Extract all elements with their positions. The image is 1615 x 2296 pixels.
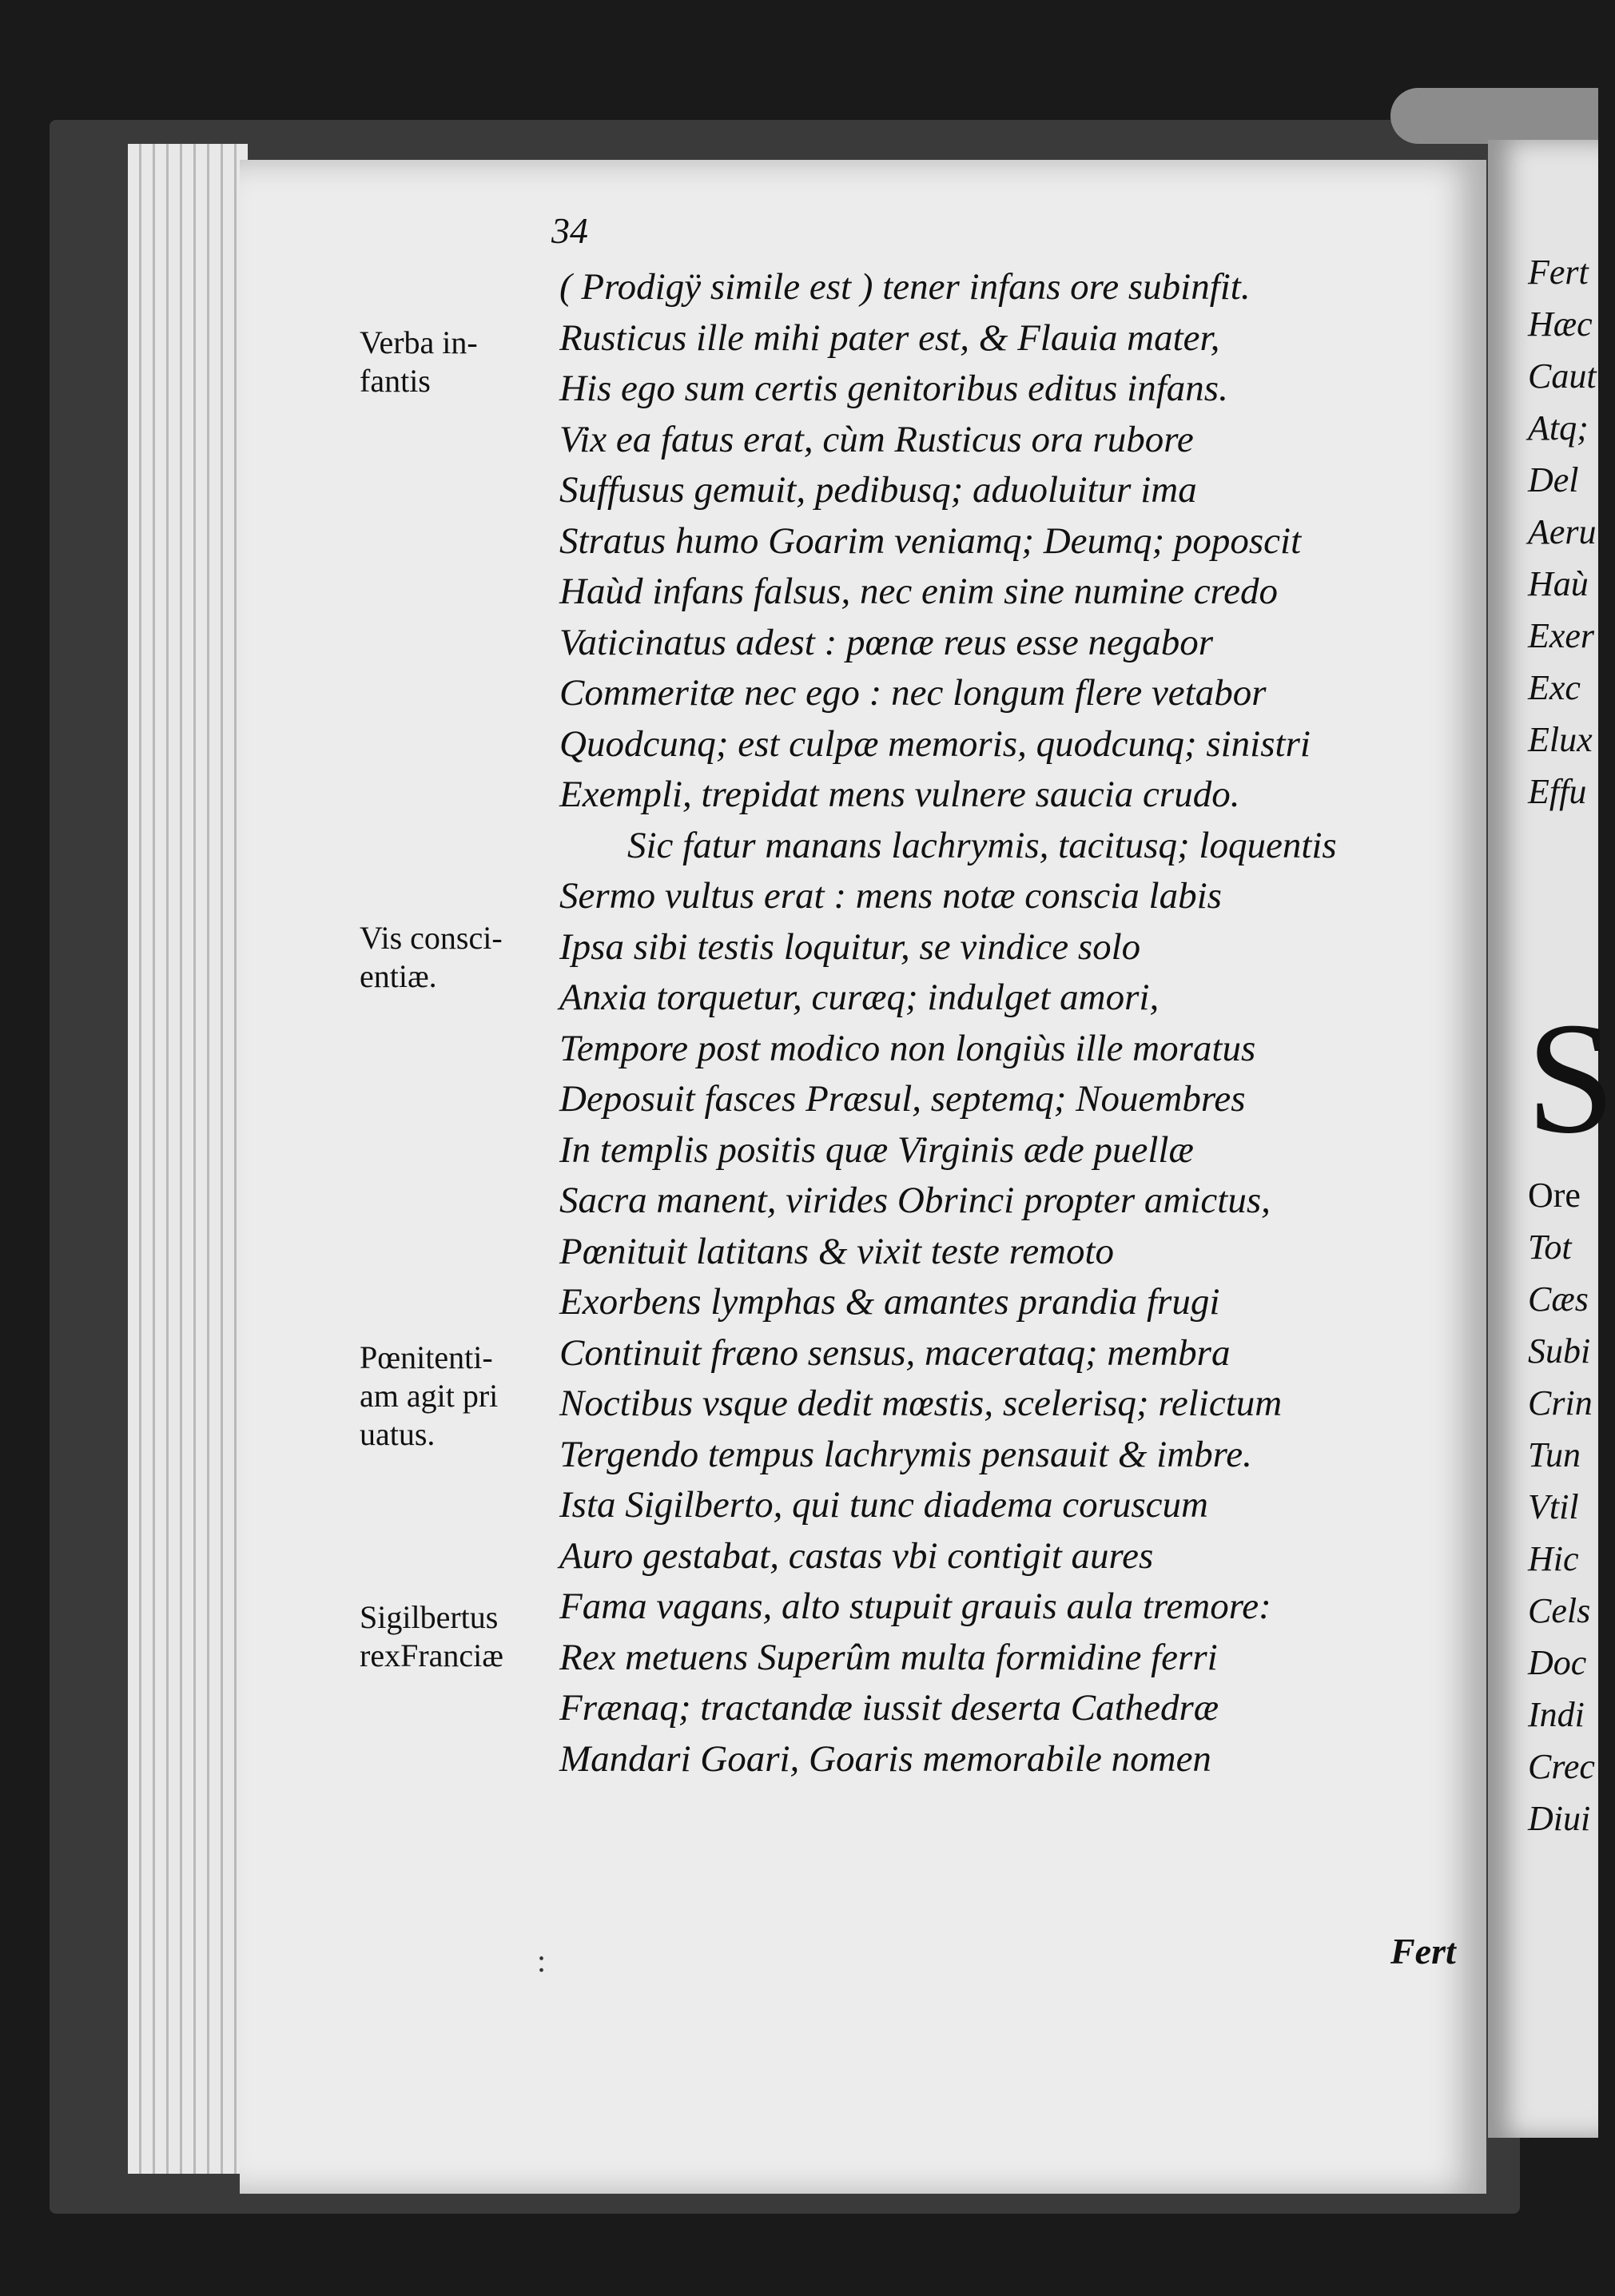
verse-line: Rex metuens Superûm multa formidine ferri xyxy=(559,1636,1218,1678)
drop-cap: S xyxy=(1526,990,1615,1167)
right-line: Cæs xyxy=(1528,1279,1589,1319)
verse-line: Vaticinatus adest : pœnæ reus esse negabor xyxy=(559,621,1214,663)
verse-line: Pœnituit latitans & vixit teste remoto xyxy=(559,1230,1115,1272)
verse-line: Noctibus vsque dedit mœstis, scelerisq; relictum xyxy=(559,1383,1283,1424)
right-line: Haù xyxy=(1528,564,1589,603)
right-line: Cels xyxy=(1528,1591,1591,1630)
verse-lines xyxy=(559,262,1478,1785)
left-page xyxy=(240,160,1486,2194)
verse-line: Auro gestabat, castas vbi contigit aures xyxy=(559,1534,1154,1577)
verse-line: Fama vagans, alto stupuit grauis aula tremore: xyxy=(559,1586,1271,1627)
right-line: Del xyxy=(1528,460,1579,499)
verse-line: Sic fatur manans lachrymis, tacitusq; loquentis xyxy=(627,824,1337,866)
verse-line: Tergendo tempus lachrymis pensauit & imbre. xyxy=(559,1433,1252,1475)
right-line: Crin xyxy=(1528,1383,1593,1423)
verse-line: Stratus humo Goarim veniamq; Deumq; poposcit xyxy=(559,519,1302,562)
verse-line: Exempli, trepidat mens vulnere saucia crudo. xyxy=(559,774,1240,815)
catchword: Fert xyxy=(1390,1931,1456,1972)
page-number: 34 xyxy=(551,210,588,251)
verse-line: ( Prodigÿ simile est ) tener infans ore subinfit. xyxy=(559,266,1251,308)
right-line: Tun xyxy=(1528,1435,1581,1474)
verse-line: Commeritæ nec ego : nec longum flere vetabor xyxy=(559,672,1267,714)
right-line: Elux xyxy=(1528,720,1593,759)
verse-line: Haùd infans falsus, nec enim sine numine credo xyxy=(559,571,1278,612)
verse-line: Quodcunq; est culpæ memoris, quodcunq; sinistri xyxy=(559,722,1311,765)
verse-line: Frænaq; tractandæ iussit deserta Cathedræ xyxy=(559,1687,1219,1729)
ink-mark: : xyxy=(537,1943,547,1979)
right-line: Ore xyxy=(1528,1176,1581,1215)
right-line: Vtil xyxy=(1528,1487,1579,1526)
right-line: Subi xyxy=(1528,1331,1591,1371)
verse-line: Ista Sigilberto, qui tunc diadema coruscum xyxy=(559,1484,1208,1526)
right-line: Atq; xyxy=(1528,408,1589,448)
right-line: Effu xyxy=(1528,772,1587,811)
right-line: Indi xyxy=(1528,1695,1585,1734)
verse-line: Tempore post modico non longiùs ille moratus xyxy=(559,1027,1256,1069)
right-line: Doc xyxy=(1528,1643,1587,1682)
verse-line: Deposuit fasces Præsul, septemq; Nouembres xyxy=(559,1078,1246,1120)
right-line: Exc xyxy=(1528,668,1581,707)
marginal-note: Verba in- fantis xyxy=(360,324,478,399)
verse-line: Mandari Goari, Goaris memorabile nomen xyxy=(559,1737,1211,1780)
right-line: Crec xyxy=(1528,1747,1595,1786)
verse-line: Suffusus gemuit, pedibusq; aduoluitur ima xyxy=(559,469,1197,511)
marginal-note: Sigilbertus rexFranciæ xyxy=(360,1599,503,1673)
right-line: Tot xyxy=(1528,1228,1572,1267)
right-line: Hic xyxy=(1528,1539,1579,1578)
bookmark-ribbon xyxy=(1390,88,1598,144)
right-line: Hæc xyxy=(1528,304,1593,344)
verse-line: Sermo vultus erat : mens notæ conscia labis xyxy=(559,875,1222,917)
page-edges xyxy=(128,144,248,2174)
right-page xyxy=(1488,140,1615,2138)
right-line: Aeru xyxy=(1528,512,1597,551)
marginal-note: Vis consci- entiæ. xyxy=(360,920,503,994)
right-line: Diui xyxy=(1528,1799,1591,1838)
verse-line: Continuit fræno sensus, macerataq; membra xyxy=(559,1331,1231,1374)
verse-line: Rusticus ille mihi pater est, & Flauia mater, xyxy=(559,316,1220,359)
right-line: Exer xyxy=(1528,616,1595,655)
verse-line: Exorbens lymphas & amantes prandia frugi xyxy=(559,1281,1220,1323)
right-line: Caut xyxy=(1528,356,1597,396)
verse-line: Vix ea fatus erat, cùm Rusticus ora rubore xyxy=(559,418,1194,460)
verse-line: His ego sum certis genitoribus editus infans. xyxy=(559,368,1228,409)
right-line: Fert xyxy=(1528,253,1589,292)
verse-line: Anxia torquetur, curæq; indulget amori, xyxy=(559,977,1160,1018)
marginal-note: Pœnitenti- am agit pri uatus. xyxy=(360,1339,499,1452)
verse-line: Ipsa sibi testis loquitur, se vindice solo xyxy=(559,925,1141,968)
verse-line: Sacra manent, virides Obrinci propter amictus, xyxy=(559,1180,1271,1221)
verse-line: In templis positis quæ Virginis æde puellæ xyxy=(559,1128,1194,1171)
